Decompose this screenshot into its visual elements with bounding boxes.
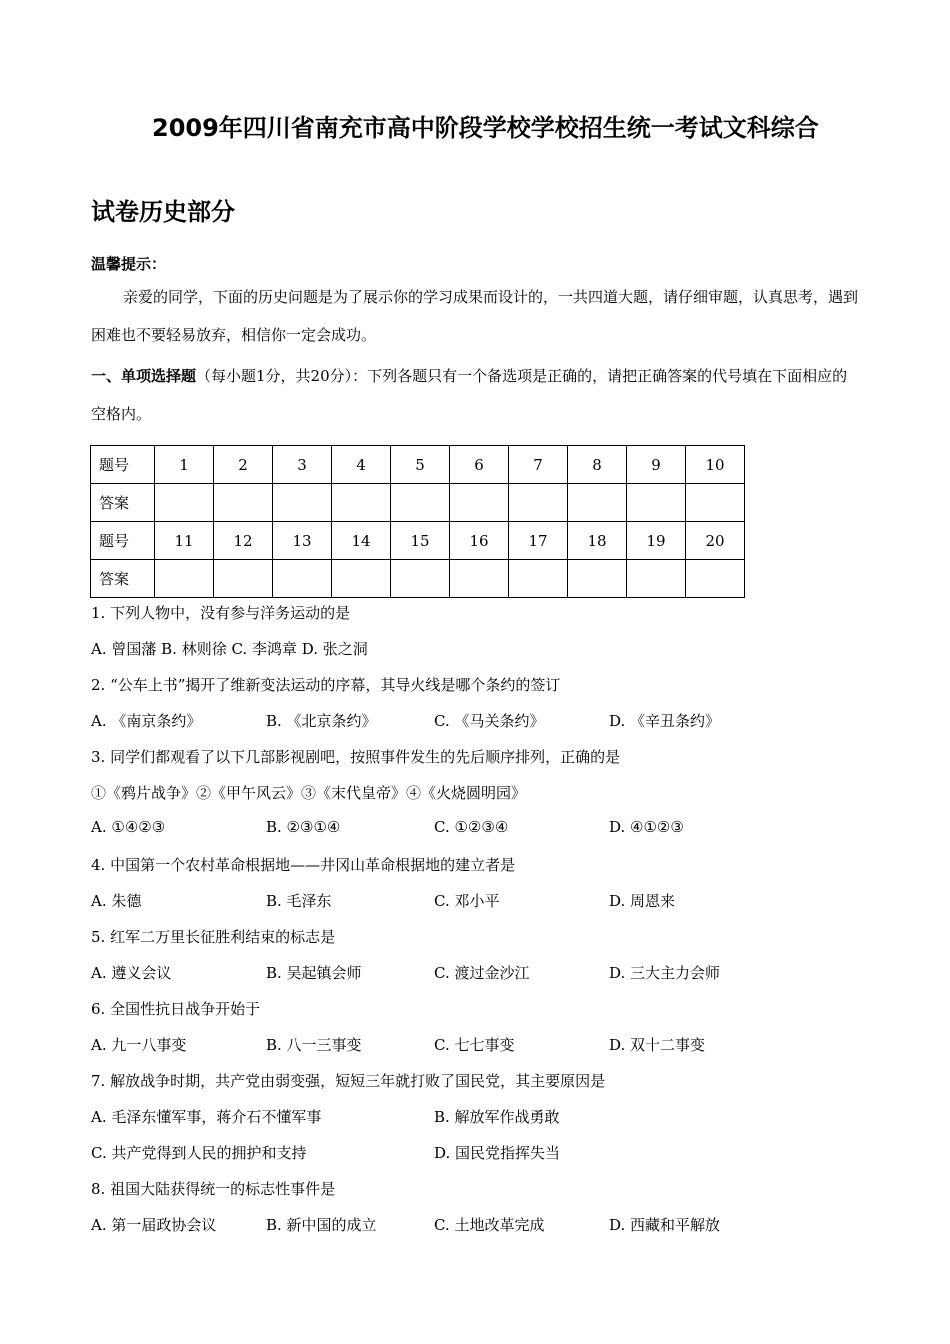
number-cell: 19	[627, 522, 686, 560]
question-6-options	[91, 1034, 851, 1054]
number-cell: 10	[686, 446, 745, 484]
option-c: C. 七七事变	[434, 1036, 515, 1054]
answer-table-answer-row-2	[91, 560, 745, 598]
option-d: D. ④①②③	[609, 818, 684, 836]
option-c: C. ①②③④	[434, 818, 509, 836]
number-cell: 1	[155, 446, 214, 484]
answer-table-number-row-1	[91, 446, 745, 484]
answer-cell[interactable]	[155, 484, 214, 522]
question-7-stem: 7. 解放战争时期，共产党由弱变强，短短三年就打败了国民党，其主要原因是	[91, 1072, 606, 1090]
answer-cell[interactable]	[273, 484, 332, 522]
number-cell: 3	[273, 446, 332, 484]
number-cell: 7	[509, 446, 568, 484]
answer-cell[interactable]	[214, 484, 273, 522]
option-b: B. ②③①④	[266, 818, 341, 836]
answer-cell[interactable]	[155, 560, 214, 598]
option-c: C. 土地改革完成	[434, 1216, 545, 1234]
option-b: B. 吴起镇会师	[266, 964, 362, 982]
option-d: D. 双十二事变	[609, 1036, 706, 1054]
option-c: C. 《马关条约》	[434, 712, 545, 730]
option-b: B. 新中国的成立	[266, 1216, 377, 1234]
answer-cell[interactable]	[568, 484, 627, 522]
option-b: B. 毛泽东	[266, 892, 332, 910]
question-8-options	[91, 1214, 851, 1234]
number-cell: 12	[214, 522, 273, 560]
option-b: B. 八一三事变	[266, 1036, 362, 1054]
question-6-stem: 6. 全国性抗日战争开始于	[91, 1000, 261, 1018]
question-2-stem: 2. “公车上书”揭开了维新变法运动的序幕，其导火线是哪个条约的签订	[91, 676, 561, 694]
answer-cell[interactable]	[391, 484, 450, 522]
question-3-options	[91, 818, 851, 838]
number-cell: 4	[332, 446, 391, 484]
option-d: D. 周恩来	[609, 892, 676, 910]
option-a: A. 九一八事变	[91, 1036, 187, 1054]
question-3-stem: 3. 同学们都观看了以下几部影视剧吧，按照事件发生的先后顺序排列，正确的是	[91, 748, 621, 766]
question-8-stem: 8. 祖国大陆获得统一的标志性事件是	[91, 1180, 336, 1198]
number-cell: 11	[155, 522, 214, 560]
exam-title: 2009年四川省南充市高中阶段学校学校招生统一考试文科综合	[152, 114, 819, 142]
question-7-options-row-1	[91, 1106, 851, 1126]
option-a: A. 毛泽东懂军事，蒋介石不懂军事	[91, 1108, 322, 1126]
answer-cell[interactable]	[273, 560, 332, 598]
option-c: C. 邓小平	[434, 892, 500, 910]
option-c: C. 共产党得到人民的拥护和支持	[91, 1144, 307, 1162]
answer-label: 答案	[91, 484, 155, 522]
number-cell: 6	[450, 446, 509, 484]
answer-cell[interactable]	[686, 560, 745, 598]
number-cell: 17	[509, 522, 568, 560]
answer-cell[interactable]	[332, 484, 391, 522]
option-d: D. 三大主力会师	[609, 964, 721, 982]
question-3-substem: ①《鸦片战争》②《甲午风云》③《末代皇帝》④《火烧圆明园》	[91, 784, 527, 802]
number-cell: 15	[391, 522, 450, 560]
section1-instructions: （每小题1分，共20分）：下列各题只有一个备选项是正确的，请把正确答案的代号填在下面相应的空格内。	[91, 367, 848, 423]
option-a: A. 遵义会议	[91, 964, 172, 982]
answer-cell[interactable]	[686, 484, 745, 522]
option-b: B. 《北京条约》	[266, 712, 377, 730]
answer-table-answer-row-1	[91, 484, 745, 522]
number-cell: 5	[391, 446, 450, 484]
number-cell: 2	[214, 446, 273, 484]
number-cell: 13	[273, 522, 332, 560]
question-4-stem: 4. 中国第一个农村革命根据地——井冈山革命根据地的建立者是	[91, 856, 516, 874]
question-4-options	[91, 890, 851, 910]
option-a: A. ①④②③	[91, 818, 166, 836]
option-c: C. 渡过金沙江	[434, 964, 530, 982]
number-label: 题号	[91, 522, 155, 560]
question-1-options: A. 曾国藩 B. 林则徐 C. 李鸿章 D. 张之洞	[91, 640, 368, 658]
section1-heading	[91, 357, 861, 433]
number-cell: 9	[627, 446, 686, 484]
option-d: D. 《辛丑条约》	[609, 712, 721, 730]
number-cell: 16	[450, 522, 509, 560]
answer-cell[interactable]	[627, 484, 686, 522]
question-5-options	[91, 962, 851, 982]
option-d: D. 西藏和平解放	[609, 1216, 721, 1234]
question-1-stem: 1. 下列人物中，没有参与洋务运动的是	[91, 604, 351, 622]
question-7-options-row-2	[91, 1142, 851, 1162]
answer-label: 答案	[91, 560, 155, 598]
answer-cell[interactable]	[509, 484, 568, 522]
exam-subtitle: 试卷历史部分	[91, 198, 235, 226]
answer-cell[interactable]	[450, 560, 509, 598]
answer-cell[interactable]	[391, 560, 450, 598]
number-cell: 8	[568, 446, 627, 484]
number-cell: 14	[332, 522, 391, 560]
tip-heading: 温馨提示：	[91, 255, 167, 273]
answer-cell[interactable]	[450, 484, 509, 522]
answer-cell[interactable]	[214, 560, 273, 598]
answer-cell[interactable]	[627, 560, 686, 598]
option-d: D. 国民党指挥失当	[434, 1144, 561, 1162]
section1-label: 一、单项选择题	[91, 367, 197, 385]
question-2-options	[91, 710, 851, 730]
answer-cell[interactable]	[568, 560, 627, 598]
answer-cell[interactable]	[509, 560, 568, 598]
question-5-stem: 5. 红军二万里长征胜利结束的标志是	[91, 928, 336, 946]
answer-cell[interactable]	[332, 560, 391, 598]
option-a: A. 朱德	[91, 892, 142, 910]
option-a: A. 第一届政协会议	[91, 1216, 217, 1234]
tip-body: 亲爱的同学，下面的历史问题是为了展示你的学习成果而设计的，一共四道大题，请仔细审题，认真思考，遇到困难也不要轻易放弃，相信你一定会成功。	[91, 288, 859, 344]
number-label: 题号	[91, 446, 155, 484]
number-cell: 18	[568, 522, 627, 560]
answer-table-number-row-2	[91, 522, 745, 560]
option-b: B. 解放军作战勇敢	[434, 1108, 560, 1126]
option-a: A. 《南京条约》	[91, 712, 202, 730]
answer-table	[90, 445, 745, 598]
number-cell: 20	[686, 522, 745, 560]
